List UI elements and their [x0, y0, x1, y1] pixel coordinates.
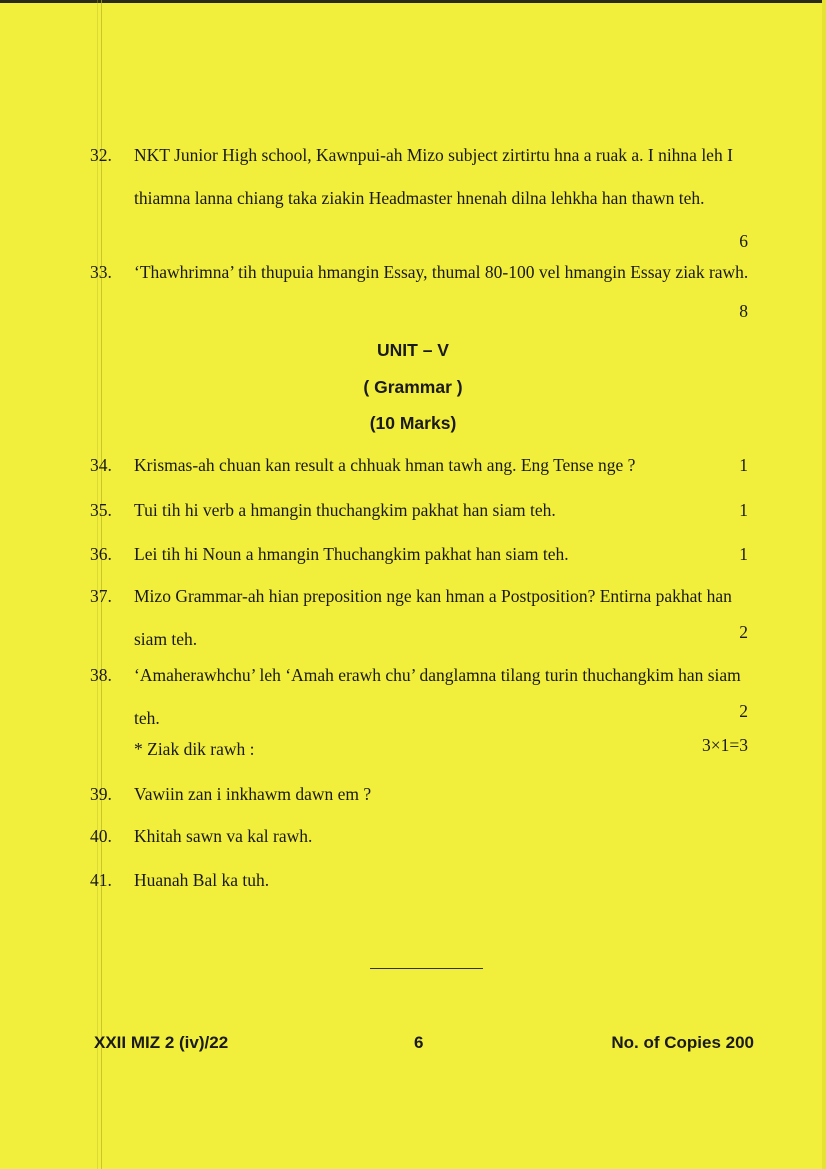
- question-marks: 1: [739, 455, 748, 475]
- question-text: ‘Thawhrimna’ tih thupuia hmangin Essay, thumal 80-100 vel hmangin Essay ziak rawh.: [134, 262, 749, 282]
- question-number: 41.: [90, 870, 112, 890]
- question-number: 32.: [90, 145, 112, 165]
- question-marks: 2: [739, 701, 748, 721]
- question-32: [90, 134, 756, 251]
- question-marks: 1: [739, 500, 748, 520]
- question-33: [90, 251, 756, 321]
- question-marks: 8: [739, 301, 748, 321]
- end-divider: [370, 968, 483, 969]
- question-text: NKT Junior High school, Kawnpui-ah Mizo subject zirtirtu hna a ruak a. I nihna leh I thiamna lanna chiang taka ziakin Headmaster hnenah dilna lehkha han thawn teh.: [134, 145, 733, 208]
- question-number: 38.: [90, 665, 112, 685]
- question-text: Vawiin zan i inkhawm dawn em ?: [134, 784, 372, 804]
- question-34: [90, 444, 756, 487]
- question-39: [90, 773, 756, 816]
- question-number: 35.: [90, 500, 112, 520]
- question-number: 40.: [90, 826, 112, 846]
- footer-code: XXII MIZ 2 (iv)/22: [94, 1033, 229, 1052]
- question-text: ‘Amaherawhchu’ leh ‘Amah erawh chu’ danglamna tilang turin thuchangkim han siam teh.: [134, 665, 741, 728]
- footer-copies: No. of Copies 200: [611, 1033, 754, 1052]
- unit-title: UNIT – V: [377, 340, 449, 360]
- question-37: [90, 575, 756, 661]
- question-number: 39.: [90, 784, 112, 804]
- question-text: Khitah sawn va kal rawh.: [134, 826, 313, 846]
- question-number: 33.: [90, 262, 112, 282]
- question-40: [90, 815, 756, 858]
- top-border: [0, 0, 826, 3]
- question-text: Tui tih hi verb a hmangin thuchangkim pakhat han siam teh.: [134, 500, 556, 520]
- question-marks: 1: [739, 544, 748, 564]
- question-number: 36.: [90, 544, 112, 564]
- question-number: 34.: [90, 455, 112, 475]
- instruction-text: * Ziak dik rawh :: [134, 739, 255, 759]
- question-marks: 2: [739, 622, 748, 642]
- question-number: 37.: [90, 586, 112, 606]
- question-text: Mizo Grammar-ah hian preposition nge kan hman a Postposition? Entirna pakhat han siam teh.: [134, 586, 732, 649]
- unit-marks: (10 Marks): [369, 413, 457, 433]
- instruction: [90, 728, 756, 771]
- question-text: Krismas-ah chuan kan result a chhuak hman tawh ang. Eng Tense nge ?: [134, 455, 636, 475]
- question-text: Huanah Bal ka tuh.: [134, 870, 270, 890]
- question-35: [90, 489, 756, 532]
- footer-page-number: 6: [414, 1033, 424, 1052]
- instruction-marks: 3×1=3: [702, 735, 748, 755]
- question-41: [90, 859, 756, 902]
- unit-subtitle: ( Grammar ): [363, 377, 463, 397]
- question-36: [90, 533, 756, 576]
- question-text: Lei tih hi Noun a hmangin Thuchangkim pakhat han siam teh.: [134, 544, 569, 564]
- question-marks: 6: [739, 231, 748, 251]
- right-edge: [822, 0, 826, 1169]
